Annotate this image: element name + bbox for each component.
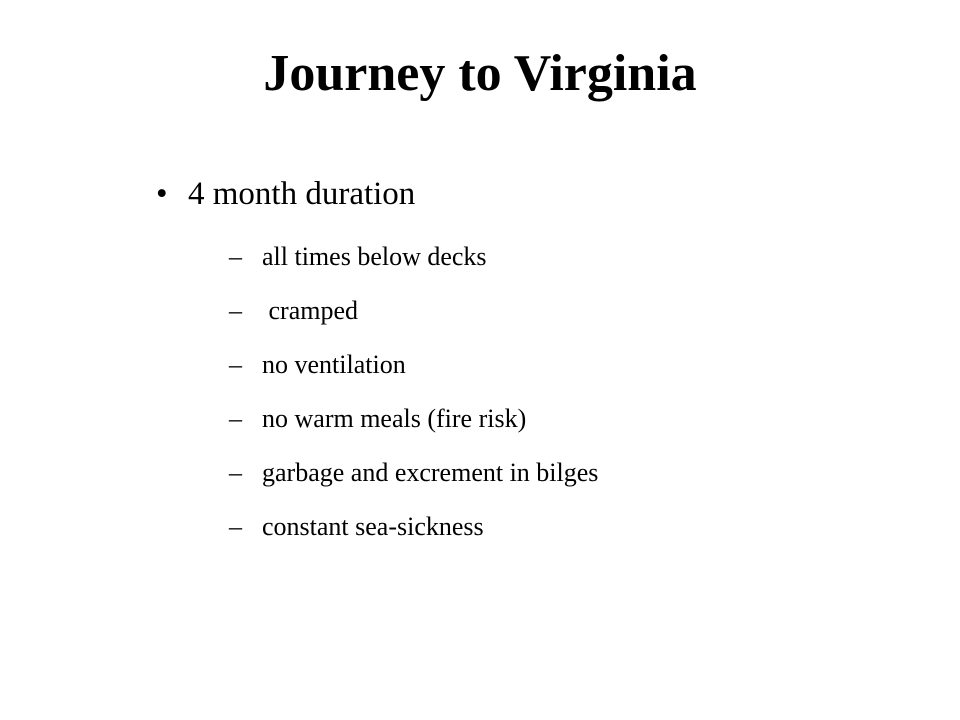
slide-title: Journey to Virginia — [263, 45, 697, 102]
bullet-text: 4 month duration — [188, 176, 416, 212]
dash-icon: – — [229, 350, 242, 379]
sub-bullet-text: constant sea-sickness — [262, 512, 484, 541]
sub-bullet-list — [229, 230, 598, 554]
dash-icon: – — [229, 296, 242, 325]
dash-icon: – — [229, 404, 242, 433]
sub-bullet-text: all times below decks — [262, 242, 487, 271]
sub-bullet-item — [229, 500, 598, 554]
dash-icon: – — [229, 242, 242, 271]
bullet-list — [156, 166, 599, 554]
sub-bullet-item — [229, 284, 598, 338]
sub-bullet-text: garbage and excrement in bilges — [262, 458, 599, 487]
sub-bullet-item — [229, 392, 598, 446]
dash-icon: – — [229, 458, 242, 487]
sub-bullet-text: no warm meals (fire risk) — [262, 404, 527, 433]
bullet-item — [156, 166, 599, 554]
sub-bullet-item — [229, 446, 598, 500]
sub-bullet-text: cramped — [262, 296, 359, 325]
dash-icon: – — [229, 512, 242, 541]
sub-bullet-item — [229, 338, 598, 392]
sub-bullet-text: no ventilation — [262, 350, 406, 379]
sub-bullet-item — [229, 230, 598, 284]
bullet-dot-icon: • — [156, 176, 168, 212]
